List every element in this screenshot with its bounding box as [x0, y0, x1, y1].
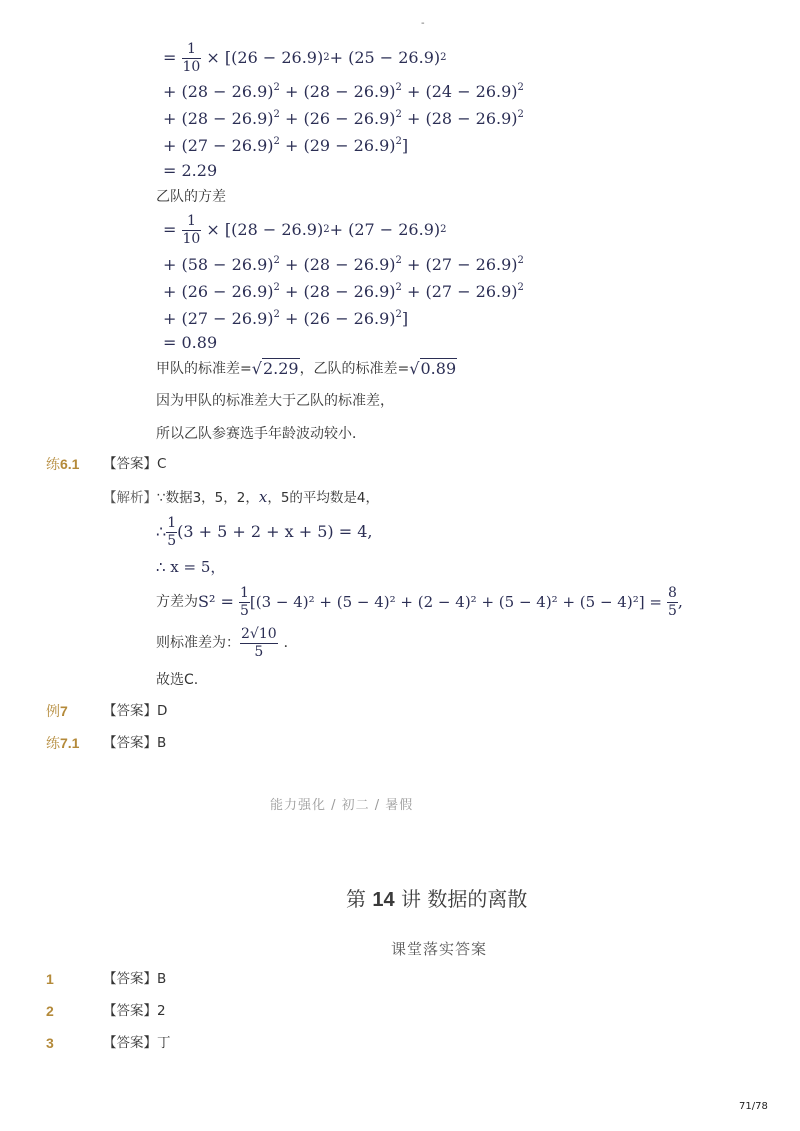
practice-6-1-answer: 【答案】C — [103, 456, 167, 472]
std-line: 甲队的标准差= √2.29 ，乙队的标准差= √0.89 — [156, 359, 457, 378]
variance-equation: 方差为 S² = $\frac{1}{5}$ [(3 − 4)² + (5 − 4)² + (2 − 4)² + (5 − 4)² + (5 − 4)²] = $\frac{8}{5}$ , — [156, 584, 684, 619]
fraction: $\frac{1}{10}$ — [182, 40, 201, 75]
fraction: $\frac{1}{10}$ — [182, 212, 201, 247]
mean-equation: ∴ $\frac{1}{5}$ (3 + 5 + 2 + x + 5) = 4, — [156, 514, 373, 549]
answer-item: 【答案】丁 — [103, 1035, 171, 1051]
example-7-tag: 例7 — [46, 703, 68, 719]
practice-6-1-tag: 练6.1 — [46, 456, 80, 472]
variance-b-line2: + $(58 - 26.9)^2 + (28 - 26.9)^2 + (27 - 26.9)^2$ — [163, 255, 524, 274]
course-footer: 能力强化 / 初二 / 暑假 — [270, 798, 414, 813]
page-number: 71/78 — [739, 1101, 768, 1112]
answer-num: 3 — [46, 1035, 54, 1051]
answer-item: 【答案】B — [103, 971, 167, 987]
variance-a-line1: = $\frac{1}{10}$ × [(26 − 26.9) 2 + (25 − 26.9) 2 — [163, 40, 447, 75]
variance-b-line1: = $\frac{1}{10}$ × [(28 − 26.9) 2 + (27 − 26.9) 2 — [163, 212, 447, 247]
x-value: ∴ x = 5， — [156, 558, 226, 576]
variance-b-result: = 0.89 — [163, 333, 218, 352]
variance-a-result: = 2.29 — [163, 161, 218, 180]
analysis-line: 【解析】∵数据3，5，2，x，5的平均数是4， — [103, 488, 380, 506]
variance-b-line3: + $(26 - 26.9)^2 + (28 - 26.9)^2 + (27 - 26.9)^2$ — [163, 282, 524, 301]
std-result: 则标准差为： $\frac{2√10}{5}$ ． — [156, 625, 298, 660]
answer-item: 【答案】2 — [103, 1003, 166, 1019]
practice-7-1-tag: 练7.1 — [46, 735, 80, 751]
fraction: $\frac{1}{5}$ — [239, 584, 249, 619]
example-7-answer: 【答案】D — [103, 703, 168, 719]
answer-num: 2 — [46, 1003, 54, 1019]
conclusion-line-1: 因为甲队的标准差大于乙队的标准差， — [156, 393, 394, 409]
fraction: $\frac{8}{5}$ — [668, 584, 677, 619]
fraction: $\frac{2√10}{5}$ — [241, 625, 277, 660]
answer-num: 1 — [46, 971, 54, 987]
top-mark: - — [421, 18, 425, 29]
lecture-title: 第 14 讲 数据的离散 — [346, 887, 528, 911]
variance-b-line4: + $(27 - 26.9)^2 + (26 - 26.9)^2$] — [163, 309, 409, 328]
variance-b-label: 乙队的方差 — [156, 189, 226, 205]
choose-line: 故选C. — [156, 672, 199, 688]
practice-7-1-answer: 【答案】B — [103, 735, 167, 751]
conclusion-line-2: 所以乙队参赛选手年龄波动较小． — [156, 426, 366, 442]
variance-a-line2: + $(28 - 26.9)^2 + (28 - 26.9)^2 + (24 - 26.9)^2$ — [163, 82, 524, 101]
sqrt: √2.29 — [251, 359, 299, 378]
variance-a-line4: + $(27 - 26.9)^2 + (29 - 26.9)^2$] — [163, 136, 409, 155]
sqrt: √0.89 — [409, 359, 457, 378]
section-title: 课堂落实答案 — [391, 940, 488, 958]
variance-a-line3: + $(28 - 26.9)^2 + (26 - 26.9)^2 + (28 - 26.9)^2$ — [163, 109, 524, 128]
fraction: $\frac{1}{5}$ — [167, 514, 177, 549]
